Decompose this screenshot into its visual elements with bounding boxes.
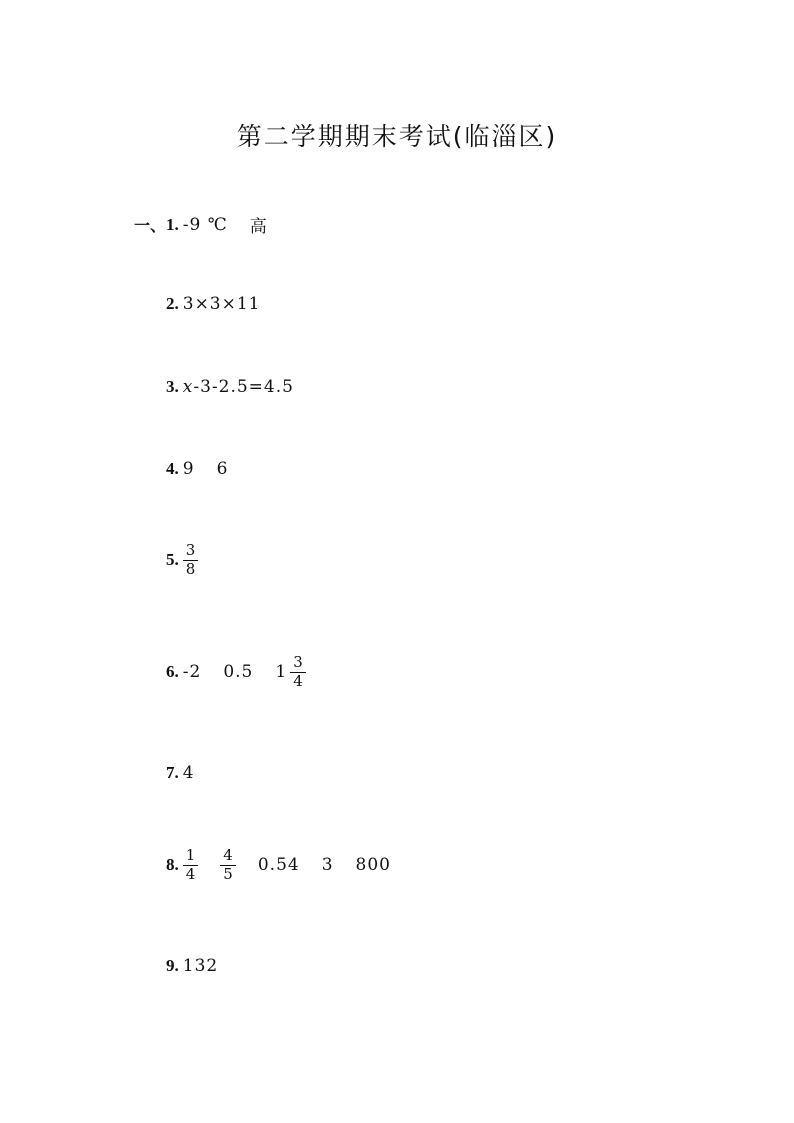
- item-number: 8.: [166, 855, 179, 875]
- answer-item-6: [166, 655, 306, 690]
- variable-x: x: [182, 377, 194, 397]
- numerator: 4: [223, 846, 233, 864]
- answer-item-4: [166, 459, 228, 479]
- fraction: [220, 848, 236, 883]
- item-number: 2.: [166, 294, 179, 313]
- answer-equation: [183, 377, 294, 397]
- fraction: [183, 848, 199, 883]
- section-label: 一、: [133, 216, 166, 235]
- answer-value: 4: [182, 763, 195, 783]
- fraction: [183, 543, 199, 578]
- item-number: 9.: [166, 956, 179, 975]
- item-number: 6.: [166, 662, 179, 682]
- answer-value: 132: [182, 956, 219, 976]
- mixed-whole: 1: [275, 662, 287, 683]
- answer-item-7: [166, 763, 195, 783]
- mixed-number: [275, 655, 305, 690]
- answer-item-8: [166, 848, 391, 883]
- denominator: 4: [293, 671, 303, 690]
- answer-value: -9 ℃: [182, 214, 228, 235]
- page-title: 第二学期期末考试(临淄区): [236, 122, 558, 151]
- equation-rest: -3-2.5=4.5: [193, 377, 294, 397]
- item-number: 7.: [166, 763, 179, 782]
- answer-item-2: [166, 294, 261, 314]
- item-number: 1.: [166, 214, 179, 234]
- answer-item-5: [166, 543, 198, 578]
- item-number: 3.: [166, 377, 179, 396]
- answer-value: 0.54: [257, 855, 300, 876]
- answer-item-9: [166, 956, 218, 976]
- answer-value: 0.5: [223, 662, 254, 683]
- numerator: 1: [185, 846, 196, 864]
- item-number: 5.: [166, 550, 179, 570]
- answer-value: 3: [321, 855, 334, 876]
- answer-value: 9: [182, 459, 195, 479]
- answer-value: 3×3×11: [182, 294, 261, 314]
- denominator: 4: [185, 864, 196, 883]
- item-number: 4.: [166, 459, 179, 478]
- answer-item-1: [133, 212, 268, 237]
- answer-value: 800: [355, 855, 391, 876]
- answer-value: -2: [182, 662, 202, 683]
- numerator: 3: [185, 541, 196, 559]
- answer-item-3: [166, 377, 294, 397]
- answer-value: 高: [249, 217, 268, 237]
- fraction: [290, 655, 306, 690]
- denominator: 5: [223, 864, 233, 883]
- numerator: 3: [293, 653, 303, 671]
- answer-value: 6: [216, 459, 229, 479]
- denominator: 8: [185, 559, 196, 578]
